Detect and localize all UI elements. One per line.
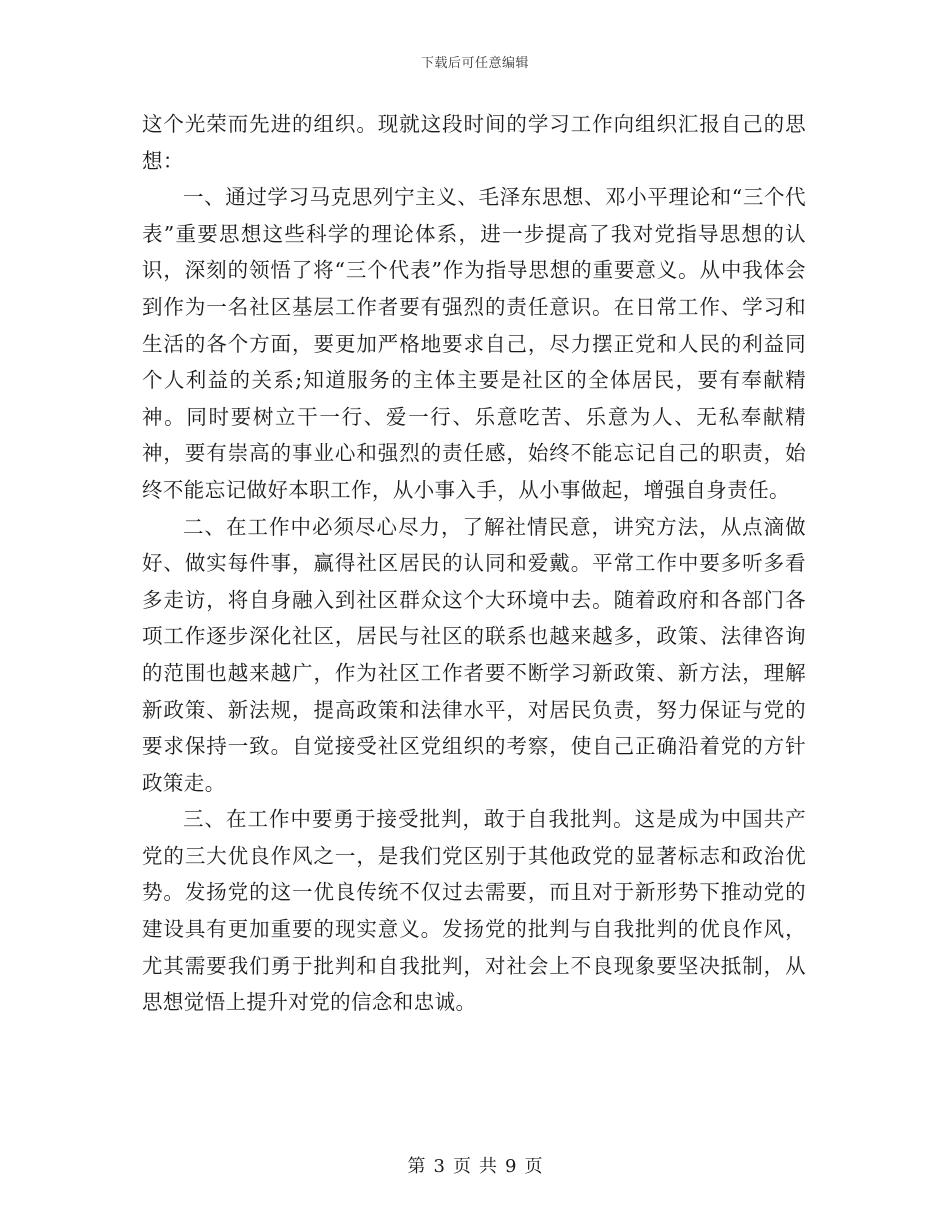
footer-prefix: 第 [407,1156,426,1177]
footer-total-word: 共 [479,1156,497,1177]
paragraph-section-two: 二、在工作中必须尽心尽力，了解社情民意，讲究方法，从点滴做好、做实每件事，赢得社区居民的认同和爱戴。平常工作中要多听多看多走访，将自身融入到社区群众这个大环境中去。随着政府和各部门各项工作逐步深化社区，居民与社区的联系也越来越多，政策、法律咨询的范围也越来越广，作为社区工作者要不断学习新政策、新方法，理解新政策、新法规，提高政策和法律水平，对居民负责，努力保证与党的要求保持一致。自觉接受社区党组织的考察，使自己正确沿着党的方针政策走。 [142,514,806,795]
current-page-number: 3 [433,1156,445,1177]
total-page-count: 9 [505,1156,517,1177]
paragraph-continuation: 这个光荣而先进的组织。现就这段时间的学习工作向组织汇报自己的思想： [142,112,806,173]
page-header: 下载后可任意编辑 [420,56,529,71]
document-body [142,106,806,1021]
footer-page-word: 页 [453,1156,471,1177]
page-footer [0,1152,950,1178]
paragraph-section-one: 一、通过学习马克思列宁主义、毛泽东思想、邓小平理论和“三个代表”重要思想这些科学的理论体系，进一步提高了我对党指导思想的认识，深刻的领悟了将“三个代表”作为指导思想的重要意义。从中我体会到作为一名社区基层工作者要有强烈的责任意识。在日常工作、学习和生活的各个方面，要更加严格地要求自己，尽力摆正党和人民的利益同个人利益的关系;知道服务的主体主要是社区的全体居民，要有奉献精神。同时要树立干一行、爱一行、乐意吃苦、乐意为人、无私奉献精神，要有崇高的事业心和强烈的责任感，始终不能忘记自己的职责，始终不能忘记做好本职工作，从小事入手，从小事做起，增强自身责任。 [142,185,806,502]
footer-suffix: 页 [524,1156,543,1177]
paragraph-section-three: 三、在工作中要勇于接受批判，敢于自我批判。这是成为中国共产党的三大优良作风之一，是我们党区别于其他政党的显著标志和政治优势。发扬党的这一优良传统不仅过去需要，而且对于新形势下推动党的建设具有更加重要的现实意义。发扬党的批判与自我批判的优良作风，尤其需要我们勇于批判和自我批判，对社会上不良现象要坚决抵制，从思想觉悟上提升对党的信念和忠诚。 [142,807,806,1015]
